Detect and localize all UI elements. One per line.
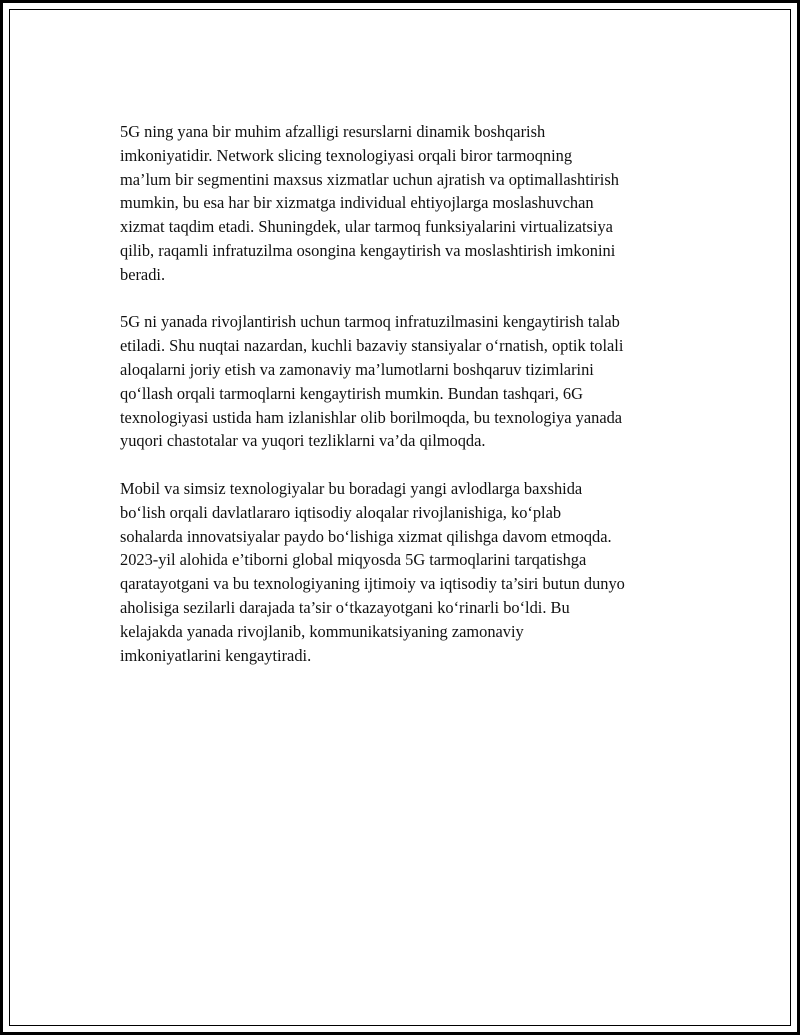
text-line: ma’lum bir segmentini maxsus xizmatlar uchun ajratish va optimallashtirish [120, 169, 619, 189]
text-line: 5G ning yana bir muhim afzalligi resurslarni dinamik boshqarish [120, 122, 546, 141]
text-line: aholisiga sezilarli darajada ta’sir o‘tkazayotgani ko‘rinarli bo‘ldi. Bu [120, 597, 570, 617]
paragraph-2 [120, 310, 695, 453]
text-line: yuqori chastotalar va yuqori tezliklarni va’da qilmoqda. [120, 431, 486, 451]
text-line: kelajakda yanada rivojlanib, kommunikatsiyaning zamonaviy [120, 621, 524, 641]
paragraph-3 [120, 477, 695, 667]
text-line: mumkin, bu esa har bir xizmatga individual ehtiyojlarga moslashuvchan [120, 193, 594, 213]
text-line: beradi. [120, 264, 166, 284]
text-line: imkoniyatidir. Network slicing texnologiyasi orqali biror tarmoqning [120, 145, 573, 165]
text-line: qilib, raqamli infratuzilma osongina kengaytirish va moslashtirish imkonini [120, 240, 616, 260]
text-line: qo‘llash orqali tarmoqlarni kengaytirish mumkin. Bundan tashqari, 6G [120, 383, 583, 403]
text-line: etiladi. Shu nuqtai nazardan, kuchli bazaviy stansiyalar o‘rnatish, optik tolali [120, 336, 624, 356]
text-line: sohalarda innovatsiyalar paydo bo‘lishiga xizmat qilishga davom etmoqda. [120, 526, 612, 546]
text-line: xizmat taqdim etadi. Shuningdek, ular tarmoq funksiyalarini virtualizatsiya [120, 217, 613, 237]
text-line: aloqalarni joriy etish va zamonaviy ma’lumotlarni boshqaruv tizimlarini [120, 359, 594, 379]
text-line: bo‘lish orqali davlatlararo iqtisodiy aloqalar rivojlanishiga, ko‘plab [120, 502, 562, 522]
paragraph-1 [120, 120, 695, 287]
text-line: 2023-yil alohida e’tiborni global miqyosda 5G tarmoqlarini tarqatishga [120, 550, 587, 570]
text-line: Mobil va simsiz texnologiyalar bu boradagi yangi avlodlarga baxshida [120, 478, 583, 498]
text-line: texnologiyasi ustida ham izlanishlar olib borilmoqda, bu texnologiya yanada [120, 407, 623, 427]
document-body [120, 120, 695, 691]
text-line: 5G ni yanada rivojlantirish uchun tarmoq infratuzilmasini kengaytirish talab [120, 312, 620, 332]
text-line: qaratayotgani va bu texnologiyaning ijtimoiy va iqtisodiy ta’siri butun dunyo [120, 574, 625, 594]
text-line: imkoniyatlarini kengaytiradi. [120, 645, 312, 665]
